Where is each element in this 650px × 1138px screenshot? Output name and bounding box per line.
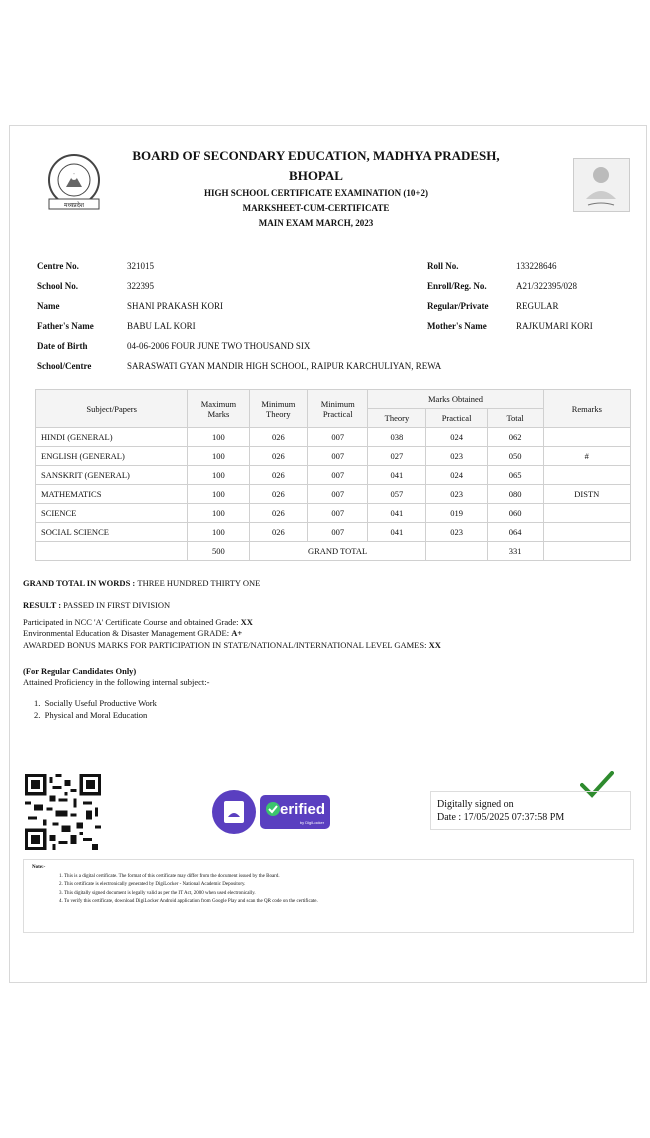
cell-practical: 024: [426, 428, 487, 447]
col-practical: Practical: [426, 409, 487, 428]
board-title: [0, 146, 634, 231]
col-min-practical: Minimum Practical: [308, 390, 368, 428]
cell-remarks: [543, 466, 630, 485]
grand-total-words: GRAND TOTAL IN WORDS : THREE HUNDRED THIRTY ONE: [23, 578, 261, 588]
cell-min_t: 026: [249, 447, 307, 466]
board-city: BHOPAL: [289, 168, 343, 183]
regular-value: REGULAR: [516, 301, 559, 311]
cell-theory: 041: [368, 523, 426, 542]
student-info: [37, 256, 637, 376]
mother-value: RAJKUMARI KORI: [516, 321, 593, 331]
cell-total: 050: [487, 447, 543, 466]
env-line: Environmental Education & Disaster Management GRADE: A+: [23, 628, 243, 638]
digilocker-verified-badge[interactable]: [210, 789, 333, 835]
notes-list: [24, 873, 633, 907]
cell-subject: ENGLISH (GENERAL): [36, 447, 188, 466]
cell-theory: 038: [368, 428, 426, 447]
enroll-value: A21/322395/028: [516, 281, 578, 291]
notes-box: [23, 859, 634, 933]
cell-max: 100: [188, 485, 249, 504]
cell-subject: HINDI (GENERAL): [36, 428, 188, 447]
centre-label: Centre No.: [37, 261, 79, 271]
table-row: [36, 523, 631, 542]
exam-title: HIGH SCHOOL CERTIFICATE EXAMINATION (10+2): [203, 188, 428, 198]
cell-remarks: [543, 428, 630, 447]
grand-total-row: [36, 542, 631, 561]
cell-max: 100: [188, 447, 249, 466]
cell-theory: 041: [368, 504, 426, 523]
col-max: Maximum Marks: [188, 390, 249, 428]
dob-label: Date of Birth: [37, 341, 88, 351]
cell-max: 100: [188, 504, 249, 523]
cell-remarks: [543, 504, 630, 523]
grand-total-value: 331: [487, 542, 543, 561]
cell-remarks: [543, 523, 630, 542]
digitally-signed-text: Digitally signed on: [437, 799, 514, 810]
col-total: Total: [487, 409, 543, 428]
col-marks-obtained: Marks Obtained: [368, 390, 543, 409]
doc-type: MARKSHEET-CUM-CERTIFICATE: [242, 203, 390, 213]
table-row: [36, 485, 631, 504]
roll-value: 133228646: [516, 261, 557, 271]
cell-subject: SANSKRIT (GENERAL): [36, 466, 188, 485]
cell-min_p: 007: [308, 485, 368, 504]
cell-theory: 041: [368, 466, 426, 485]
cell-min_p: 007: [308, 523, 368, 542]
roll-label: Roll No.: [427, 261, 459, 271]
cell-min_t: 026: [249, 466, 307, 485]
note-item: 2. This certificate is electronically generated by DigiLocker - National Academic Depository.: [64, 881, 633, 890]
marks-table: [35, 389, 631, 561]
cell-min_t: 026: [249, 485, 307, 504]
signed-date: Date : 17/05/2025 07:37:58 PM: [437, 812, 565, 823]
cell-min_p: 007: [308, 466, 368, 485]
cell-min_t: 026: [249, 428, 307, 447]
proficiency-item-2: 2. Physical and Moral Education: [34, 710, 148, 720]
student-photo: [573, 158, 630, 212]
table-row: [36, 447, 631, 466]
note-item: 1. This is a digital certificate. The format of this certificate may differ from the document issued by the Board.: [64, 873, 633, 882]
cell-remarks: #: [543, 447, 630, 466]
cell-min_t: 026: [249, 523, 307, 542]
qr-code-icon[interactable]: [25, 774, 101, 850]
col-remarks: Remarks: [543, 390, 630, 428]
table-row: [36, 466, 631, 485]
regular-label: Regular/Private: [427, 301, 489, 311]
table-row: [36, 428, 631, 447]
cell-total: 065: [487, 466, 543, 485]
school-value: 322395: [127, 281, 154, 291]
enroll-label: Enroll/Reg. No.: [427, 281, 487, 291]
grand-max-total: 500: [188, 542, 249, 561]
school-centre-label: School/Centre: [37, 361, 92, 371]
school-centre-value: SARASWATI GYAN MANDIR HIGH SCHOOL, RAIPUR KARCHULIYAN, REWA: [127, 361, 442, 371]
table-row: [36, 504, 631, 523]
name-label: Name: [37, 301, 60, 311]
cell-max: 100: [188, 428, 249, 447]
cell-min_p: 007: [308, 428, 368, 447]
cell-min_p: 007: [308, 504, 368, 523]
dob-value: 04-06-2006 FOUR JUNE TWO THOUSAND SIX: [127, 341, 311, 351]
notes-label: Note:-: [32, 865, 46, 870]
exam-session: MAIN EXAM MARCH, 2023: [258, 218, 374, 228]
verified-by: by DigiLocker: [299, 820, 325, 825]
bonus-line: AWARDED BONUS MARKS FOR PARTICIPATION IN STATE/NATIONAL/INTERNATIONAL LEVEL GAMES: XX: [23, 640, 441, 650]
cell-subject: SOCIAL SCIENCE: [36, 523, 188, 542]
cell-theory: 027: [368, 447, 426, 466]
cell-practical: 019: [426, 504, 487, 523]
cell-practical: 023: [426, 447, 487, 466]
board-name: BOARD OF SECONDARY EDUCATION, MADHYA PRADESH,: [132, 148, 500, 163]
digital-signature-box: [430, 791, 631, 830]
cell-max: 100: [188, 466, 249, 485]
cell-max: 100: [188, 523, 249, 542]
cell-total: 064: [487, 523, 543, 542]
cell-practical: 023: [426, 523, 487, 542]
proficiency-item-1: 1. Socially Useful Productive Work: [34, 698, 157, 708]
result-line: RESULT : PASSED IN FIRST DIVISION: [23, 600, 171, 610]
regular-heading: (For Regular Candidates Only): [23, 666, 137, 676]
centre-value: 321015: [127, 261, 154, 271]
note-item: 3. This digitally signed document is legally valid as per the IT Act, 2000 when used electronically.: [64, 890, 633, 899]
ncc-line: Participated in NCC 'A' Certificate Course and obtained Grade: XX: [23, 617, 253, 627]
proficiency-text: Attained Proficiency in the following internal subject:-: [23, 677, 210, 687]
name-value: SHANI PRAKASH KORI: [127, 301, 224, 311]
col-min-theory: Minimum Theory: [249, 390, 307, 428]
cell-total: 060: [487, 504, 543, 523]
cell-min_t: 026: [249, 504, 307, 523]
cell-subject: SCIENCE: [36, 504, 188, 523]
cell-subject: MATHEMATICS: [36, 485, 188, 504]
cell-remarks: DISTN: [543, 485, 630, 504]
col-theory: Theory: [368, 409, 426, 428]
cell-total: 080: [487, 485, 543, 504]
marksheet-page: [9, 125, 647, 983]
mother-label: Mother's Name: [427, 321, 487, 331]
seal-bottom-text: मध्यप्रदेश: [63, 202, 85, 209]
father-label: Father's Name: [37, 321, 94, 331]
cell-theory: 057: [368, 485, 426, 504]
cell-practical: 024: [426, 466, 487, 485]
school-label: School No.: [37, 281, 79, 291]
col-subject: Subject/Papers: [36, 390, 188, 428]
cell-practical: 023: [426, 485, 487, 504]
cell-min_p: 007: [308, 447, 368, 466]
note-item: 4. To verify this certificate, download DigiLocker Android application from Google Play and scan the QR code on the certificate.: [64, 898, 633, 907]
cell-total: 062: [487, 428, 543, 447]
verified-word: erified: [280, 801, 326, 818]
grand-total-label: GRAND TOTAL: [249, 542, 426, 561]
father-value: BABU LAL KORI: [127, 321, 196, 331]
